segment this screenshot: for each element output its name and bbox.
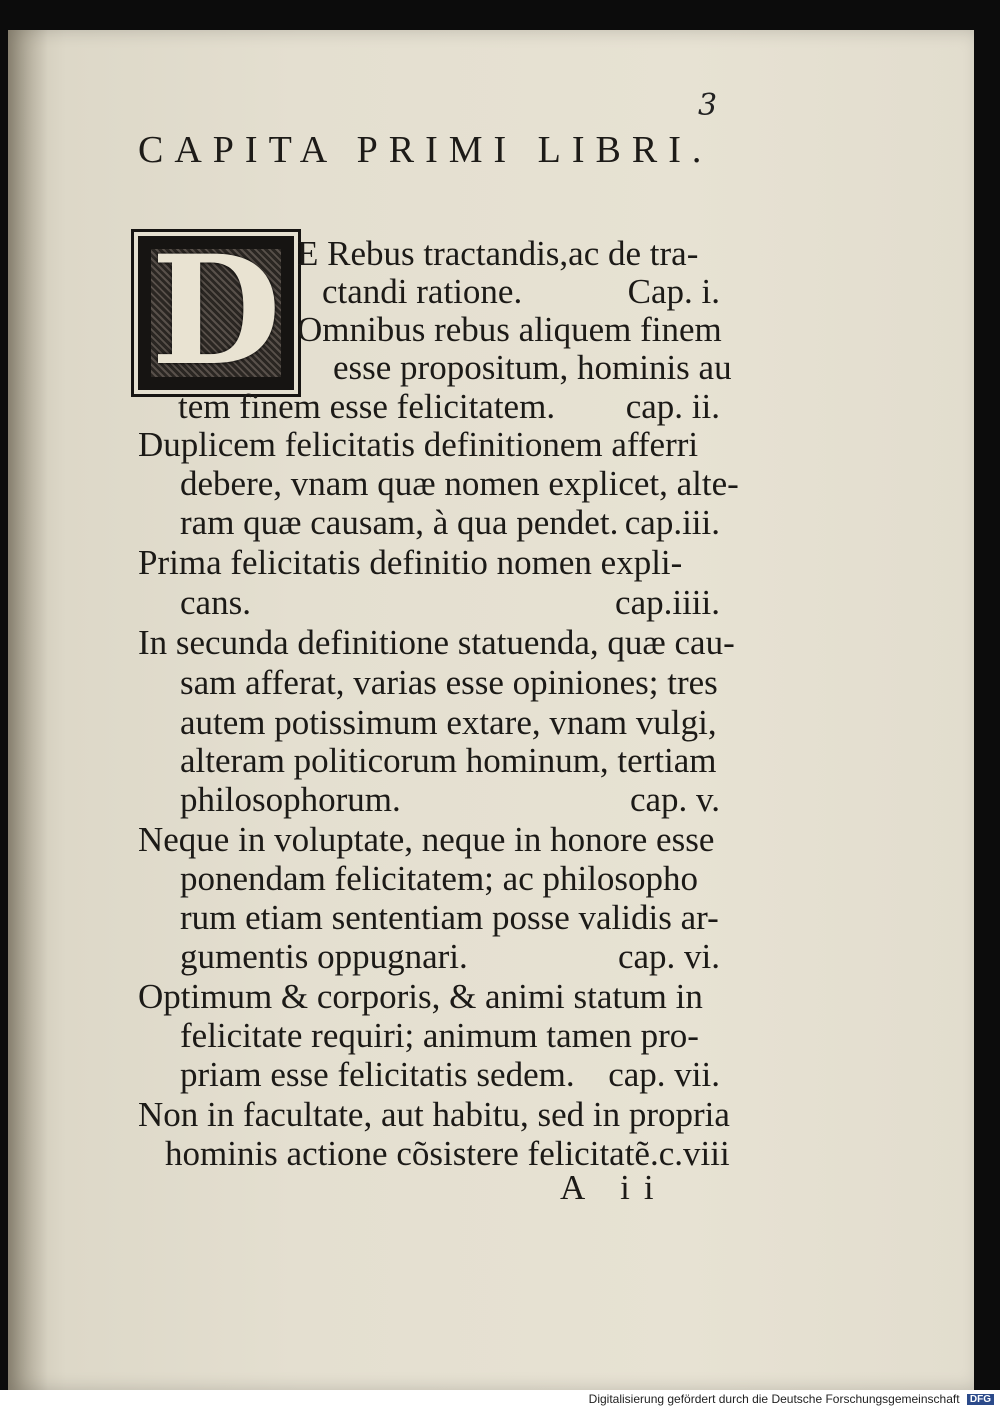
- chapter-ref: cap.iii.: [624, 503, 720, 542]
- chapter-line: [297, 310, 722, 350]
- line-text: ram quæ causam, à qua pendet.: [180, 503, 619, 542]
- line-text: Optimum & corporis, & animi statum in: [138, 977, 703, 1016]
- line-text: felicitate requiri; animum tamen pro-: [180, 1016, 699, 1055]
- chapter-ref: Cap. i.: [627, 272, 720, 311]
- chapter-line: [138, 425, 698, 465]
- line-text: ctandi ratione.: [322, 272, 523, 311]
- chapter-line: [180, 503, 720, 543]
- line-text: gumentis oppugnari.: [180, 937, 468, 976]
- line-text: cans.: [180, 583, 251, 622]
- line-text: Non in facultate, aut habitu, sed in propria: [138, 1095, 730, 1134]
- page-number: 3: [698, 88, 718, 123]
- chapter-line: [138, 623, 735, 663]
- chapter-line: [180, 937, 720, 977]
- chapter-line: [138, 543, 682, 583]
- line-text: Duplicem felicitatis definitionem afferri: [138, 425, 699, 464]
- line-text: debere, vnam quæ nomen explicet, alte-: [180, 464, 739, 503]
- chapter-line: [180, 1055, 720, 1095]
- chapter-line: [297, 234, 698, 274]
- chapter-line: [180, 741, 717, 781]
- line-text: esse propositum, hominis au: [333, 348, 732, 387]
- chapter-ref: cap. vii.: [608, 1055, 720, 1094]
- chapter-line: [180, 464, 739, 504]
- chapter-line: [138, 1095, 730, 1135]
- drop-cap-letter: D: [150, 223, 282, 399]
- line-text: E Rebus tractandis,ac de tra-: [297, 234, 699, 273]
- chapter-ref: cap. vi.: [617, 937, 720, 976]
- line-text: autem potissimum extare, vnam vulgi,: [180, 703, 717, 742]
- running-head: CAPITA PRIMI LIBRI.: [138, 129, 713, 171]
- line-text: Omnibus rebus aliquem finem: [297, 310, 722, 349]
- chapter-line: [138, 977, 703, 1017]
- line-text: tem finem esse felicitatem.: [178, 387, 556, 426]
- chapter-line: [180, 1016, 699, 1056]
- chapter-line: [180, 583, 720, 623]
- chapter-ref: cap. ii.: [625, 387, 720, 426]
- signature-mark: A ii: [560, 1168, 668, 1207]
- chapter-line: [322, 272, 720, 312]
- line-text: ponendam felicitatem; ac philosopho: [180, 859, 699, 898]
- chapter-line: [138, 820, 714, 860]
- digitization-credit: [589, 1392, 994, 1406]
- line-text: sam afferat, varias esse opiniones; tres: [180, 663, 718, 702]
- line-text: Prima felicitatis definitio nomen expli-: [138, 543, 683, 582]
- chapter-ref: cap.iiii.: [615, 583, 720, 622]
- line-text: priam esse felicitatis sedem.: [180, 1055, 575, 1094]
- line-text: Neque in voluptate, neque in honore esse: [138, 820, 715, 859]
- line-text: In secunda definitione statuenda, quæ cau-: [138, 623, 735, 662]
- line-text: philosophorum.: [180, 780, 401, 819]
- chapter-line: [180, 703, 717, 743]
- chapter-line: [180, 859, 698, 899]
- dfg-logo: DFG: [967, 1394, 994, 1405]
- chapter-line: [178, 387, 720, 427]
- chapter-line: [180, 663, 718, 703]
- chapter-ref: cap. v.: [629, 780, 720, 819]
- chapter-line: [333, 348, 732, 388]
- chapter-line: [180, 780, 720, 820]
- line-text: alteram politicorum hominum, tertiam: [180, 741, 717, 780]
- chapter-line: [180, 898, 719, 938]
- line-text: hominis actione cõsistere felicitatẽ.c.viii: [165, 1134, 730, 1173]
- line-text: rum etiam sententiam posse validis ar-: [180, 898, 719, 937]
- credit-text: Digitalisierung gefördert durch die Deutsche Forschungsgemeinschaft: [588, 1392, 960, 1406]
